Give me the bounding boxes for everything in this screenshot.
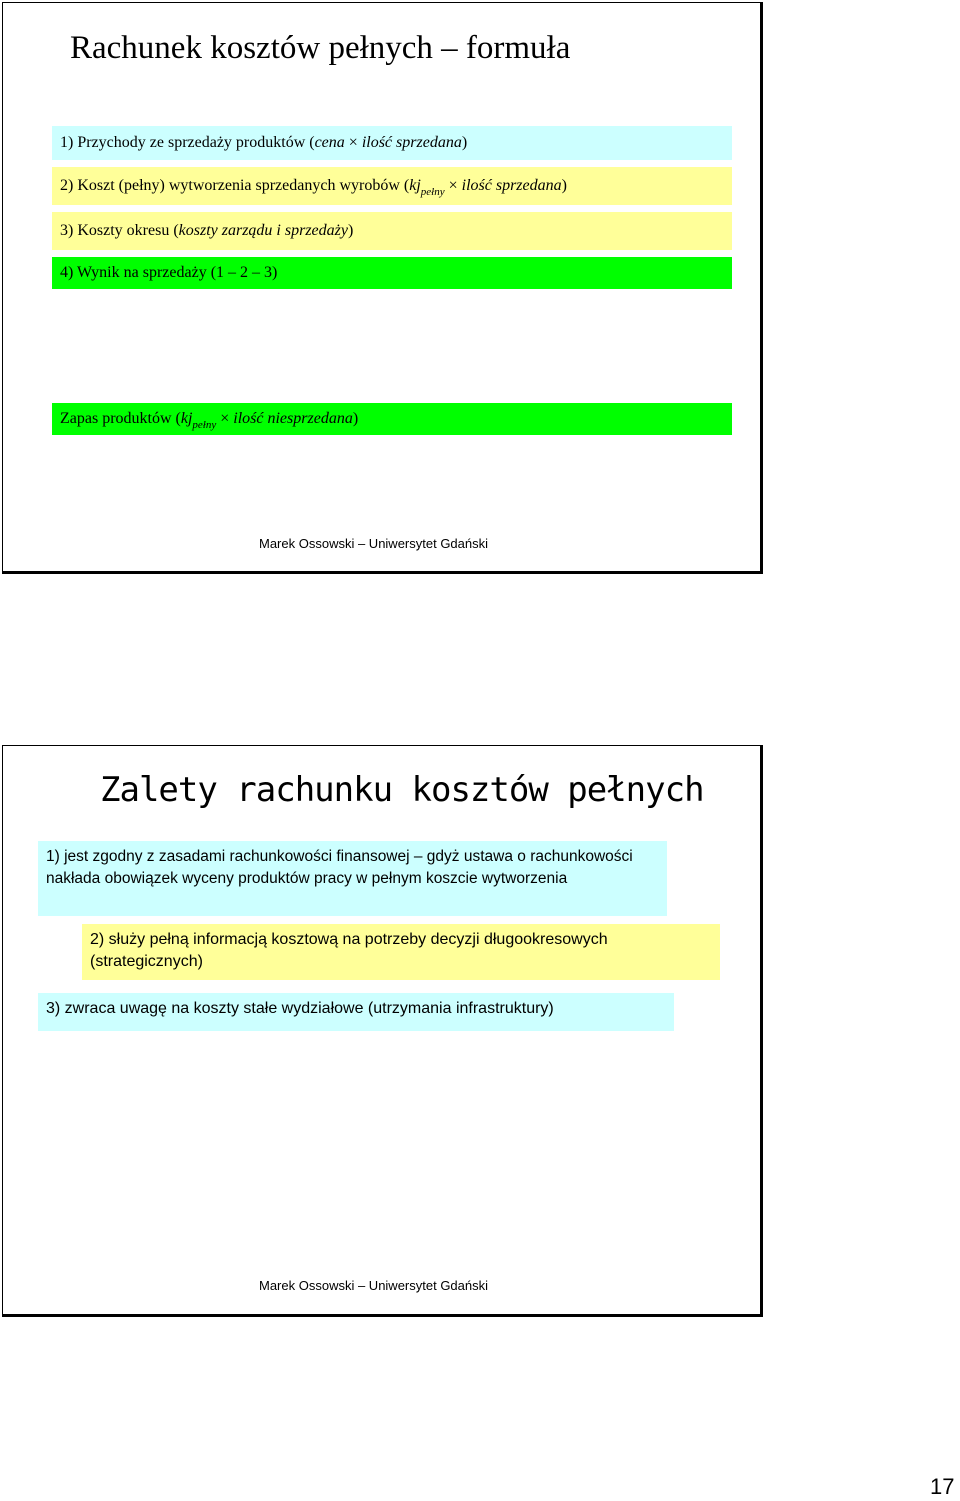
advantage-item-2: 2) służy pełną informacją kosztową na potrzeby decyzji długookresowych (strategicznych): [82, 924, 720, 980]
formula-item-period-costs: 3) Koszty okresu ( koszty zarządu i sprzedaży ): [52, 212, 732, 250]
page-number: 17: [930, 1474, 955, 1499]
slide-1-title: Rachunek kosztów pełnych – formuła: [70, 30, 571, 66]
formula-item-production-cost: 2) Koszt (pełny) wytworzenia sprzedanych wyrobów ( kj pełny × ilość sprzedana ): [52, 167, 732, 205]
slide-2-footer: Marek Ossowski – Uniwersytet Gdański: [259, 1278, 489, 1293]
formula-item-inventory: Zapas produktów ( kj pełny × ilość niesprzedana ): [52, 403, 732, 435]
slide-1-footer: Marek Ossowski – Uniwersytet Gdański: [259, 536, 489, 551]
slide-2: [2, 745, 763, 1317]
formula-item-sales-result: 4) Wynik na sprzedaży (1 – 2 – 3): [52, 257, 732, 289]
formula-item-revenue: 1) Przychody ze sprzedaży produktów ( cena × ilość sprzedana ): [52, 126, 732, 160]
advantage-item-3: 3) zwraca uwagę na koszty stałe wydziałowe (utrzymania infrastruktury): [38, 993, 674, 1031]
slide-2-title: Zalety rachunku kosztów pełnych: [100, 770, 704, 810]
advantage-item-1: 1) jest zgodny z zasadami rachunkowości finansowej – gdyż ustawa o rachunkowości nakłada obowiązek wyceny produktów pracy w pełnym koszcie wytworzenia: [38, 841, 667, 916]
